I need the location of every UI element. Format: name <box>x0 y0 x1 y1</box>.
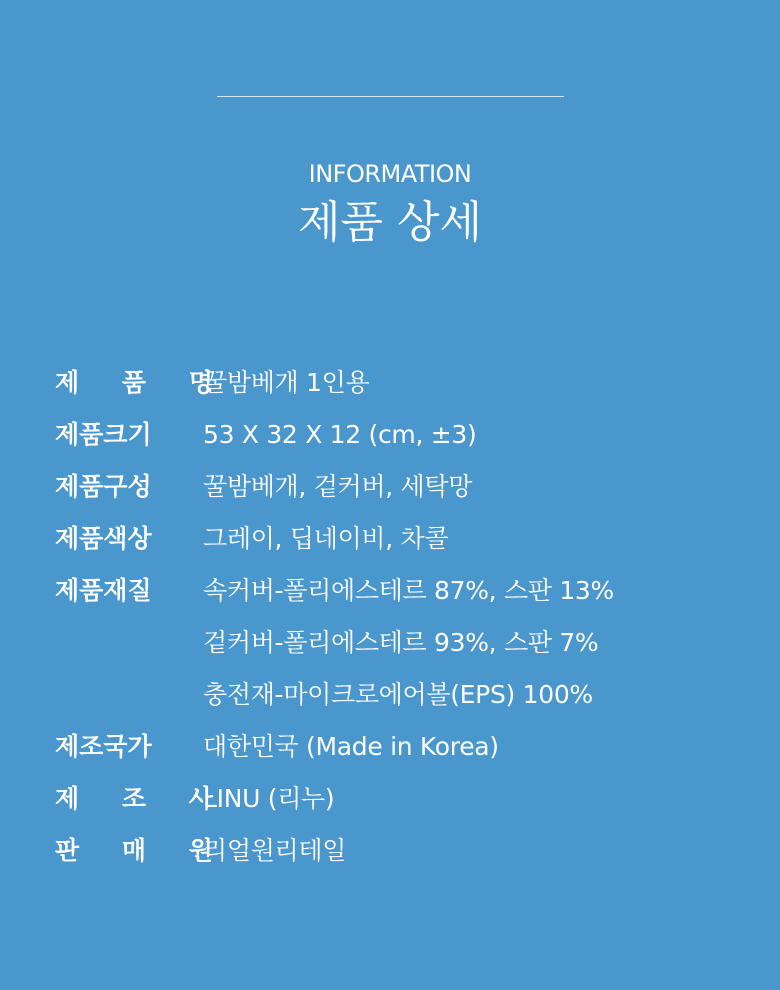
spec-value: 충전재-마이크로에어볼(EPS) 100% <box>203 680 593 709</box>
spec-row-manufacturer <box>55 773 755 825</box>
spec-row-colors <box>55 513 755 565</box>
spec-value: 속커버-폴리에스테르 87%, 스판 13% <box>203 576 614 605</box>
spec-value: LINU (리누) <box>203 784 335 813</box>
spec-value: 리얼원리테일 <box>203 836 347 865</box>
spec-label: 제품재질 <box>55 576 152 605</box>
spec-row-country <box>55 721 755 773</box>
spec-value: 꿀밤베개 1인용 <box>203 368 370 397</box>
spec-values <box>203 513 755 565</box>
spec-row-name <box>55 357 755 409</box>
spec-values <box>203 825 755 877</box>
top-divider <box>217 96 564 97</box>
spec-label: 제 조 사 <box>55 784 230 813</box>
spec-value: 그레이, 딥네이비, 차콜 <box>203 524 449 553</box>
spec-values <box>203 565 755 721</box>
spec-row-seller <box>55 825 755 877</box>
spec-values <box>203 721 755 773</box>
spec-label: 판 매 원 <box>55 836 230 865</box>
spec-label: 제품크기 <box>55 420 152 449</box>
spec-label: 제 품 명 <box>55 368 230 397</box>
spec-list <box>55 357 755 877</box>
spec-row-components <box>55 461 755 513</box>
spec-row-materials <box>55 565 755 721</box>
spec-row-size <box>55 409 755 461</box>
spec-values <box>203 461 755 513</box>
spec-value: 대한민국 (Made in Korea) <box>203 732 499 761</box>
section-title: 제품 상세 <box>297 197 482 248</box>
spec-label: 제품색상 <box>55 524 152 553</box>
spec-value: 겉커버-폴리에스테르 93%, 스판 7% <box>203 628 599 657</box>
spec-values <box>203 357 755 409</box>
spec-label: 제조국가 <box>55 732 152 761</box>
spec-value: 53 X 32 X 12 (cm, ±3) <box>203 420 477 449</box>
spec-label: 제품구성 <box>55 472 152 501</box>
spec-values <box>203 773 755 825</box>
spec-values <box>203 409 755 461</box>
spec-value: 꿀밤베개, 겉커버, 세탁망 <box>203 472 473 501</box>
section-eyebrow: INFORMATION <box>308 160 472 188</box>
